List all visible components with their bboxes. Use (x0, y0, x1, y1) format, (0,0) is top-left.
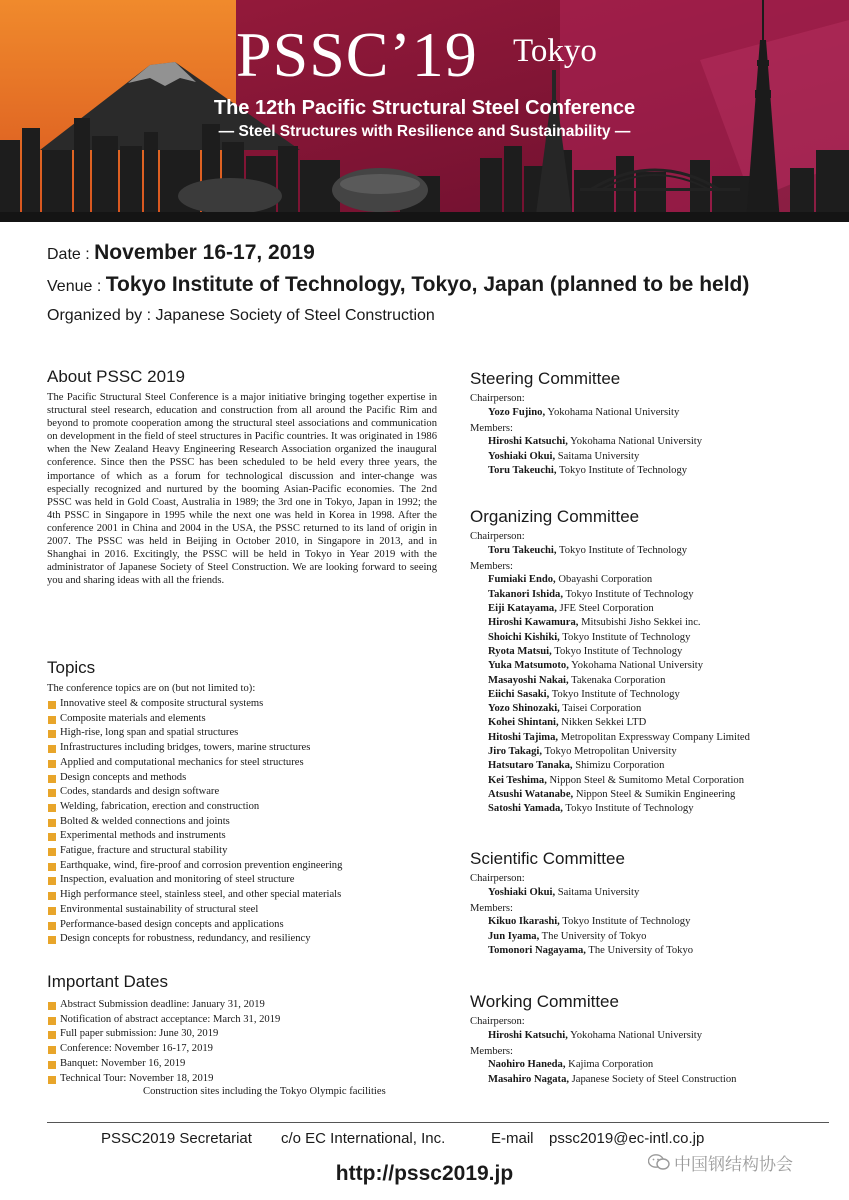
square-bullet-icon (48, 775, 56, 783)
secretariat-label: PSSC2019 Secretariat (101, 1130, 252, 1147)
topic-text: Applied and computational mechanics for steel structures (60, 756, 304, 768)
committee-member (470, 602, 830, 616)
member-name: Eiichi Sasaki, (488, 688, 550, 700)
about-text: The Pacific Structural Steel Conference is a major initiative bringing together expertise in structural steel research, education and construction from all around the Pacific Rim and beyond to promote cooperation among the structural steel associations and communication on development in the field of steel structures in Pacific countries. It was originated in 1986 when the New Zealand Heavy Engineering Research Association organized the inaugural conference. Since then the PSSC has been scheduled to be held every three years, the importance of which as a forum for technological discussion and inter-change was especially recognized and nurtured by the booming Asian-Pacific economies. The 2nd PSSC was held in Gold Coast, Australia in 1989; the 3rd one in Tokyo, Japan in 1992; the 4th PSSC in Singapore in 1995 while the next one was held in Korea in 1998. After the conference 2001 in China and 2004 in the USA, the PSSC returned to its land of origin in 2007. The PSSC was held in Beijing in October 2010, in Singapore in 2013, and in Shanghai in 2016. Excitingly, the PSSC will be held in Tokyo in Year 2019 with the administrator of Japanese Society of Steel Construction. We are looking forward to seeing you and sharing ideas with all the friends. (47, 392, 437, 587)
square-bullet-icon (48, 819, 56, 827)
topic-item (47, 771, 437, 786)
committee-member (470, 588, 830, 602)
member-name: Yozo Fujino, (488, 406, 546, 418)
topic-text: Design concepts and methods (60, 771, 187, 783)
steering-committee (470, 369, 830, 478)
member-affiliation: Tokyo Institute of Technology (551, 645, 683, 657)
member-affiliation: Saitama University (555, 886, 640, 898)
email-address[interactable]: pssc2019@ec-intl.co.jp (549, 1130, 705, 1147)
square-bullet-icon (48, 804, 56, 812)
date-item (47, 1027, 437, 1042)
topic-item (47, 815, 437, 830)
topic-item (47, 888, 437, 903)
topic-item (47, 932, 437, 947)
committee-member (470, 450, 830, 464)
member-affiliation: Taisei Corporation (559, 703, 642, 715)
member-name: Hiroshi Kawamura, (488, 617, 579, 629)
committee-member (470, 1058, 830, 1072)
members-label: Members: (470, 422, 513, 434)
member-affiliation: Tokyo Institute of Technology (549, 688, 680, 700)
committee-member (470, 464, 830, 478)
organizer-value: Japanese Society of Steel Construction (155, 307, 435, 324)
organizing-committee (470, 507, 830, 817)
committee-member (470, 544, 830, 558)
date-item (47, 1057, 437, 1072)
member-name: Yoshiaki Okui, (488, 450, 556, 462)
square-bullet-icon (48, 745, 56, 753)
square-bullet-icon (48, 1076, 56, 1084)
date-value: November 16-17, 2019 (94, 241, 315, 264)
members-label: Members: (470, 560, 513, 572)
website-url[interactable]: http://pssc2019.jp (335, 1162, 514, 1185)
committee-member (470, 802, 830, 816)
topics-section (47, 658, 437, 947)
date-text: Full paper submission: June 30, 2019 (60, 1028, 219, 1040)
committee-member (470, 944, 830, 958)
square-bullet-icon (48, 1002, 56, 1010)
member-affiliation: Yokohama National University (567, 1029, 703, 1041)
square-bullet-icon (48, 760, 56, 768)
member-affiliation: Kajima Corporation (565, 1059, 654, 1071)
square-bullet-icon (48, 730, 56, 738)
header-banner (0, 0, 849, 222)
committee-member (470, 716, 830, 730)
topic-text: Composite materials and elements (60, 712, 206, 724)
committee-member (470, 759, 830, 773)
square-bullet-icon (48, 1031, 56, 1039)
topics-list (47, 697, 437, 947)
member-name: Hiroshi Katsuchi, (488, 1029, 568, 1041)
topic-text: Experimental methods and instruments (60, 830, 226, 842)
member-name: Atsushi Watanabe, (488, 788, 574, 800)
member-name: Yozo Shinozaki, (488, 703, 560, 715)
member-name: Masahiro Nagata, (488, 1073, 570, 1085)
committee-member (470, 659, 830, 673)
member-affiliation: Yokohama National University (545, 406, 680, 418)
member-affiliation: Nippon Steel & Sumikin Engineering (573, 788, 736, 800)
member-affiliation: Tokyo Institute of Technology (556, 544, 688, 556)
topic-text: Bolted & welded connections and joints (60, 815, 230, 827)
topic-item (47, 800, 437, 815)
conference-theme: ― Steel Structures with Resilience and Sustainability ― (218, 123, 631, 140)
square-bullet-icon (48, 863, 56, 871)
member-name: Kei Teshima, (488, 774, 547, 786)
date-text: Banquet: November 16, 2019 (60, 1057, 186, 1069)
wechat-icon (648, 1153, 670, 1171)
date-item (47, 1013, 437, 1028)
watermark-text: 中国钢结构协会 (674, 1155, 793, 1175)
topic-text: High-rise, long span and spatial structures (60, 727, 239, 739)
member-name: Takanori Ishida, (488, 588, 563, 600)
square-bullet-icon (48, 922, 56, 930)
members-label: Members: (470, 1045, 513, 1057)
working-committee (470, 992, 830, 1087)
committee-heading: Working Committee (470, 992, 619, 1011)
topic-text: High performance steel, stainless steel, and other special materials (60, 889, 342, 901)
topic-item (47, 785, 437, 800)
scientific-committee (470, 849, 830, 958)
email-label: E-mail (491, 1130, 534, 1147)
committee-member (470, 731, 830, 745)
member-affiliation: Tokyo Metropolitan University (541, 746, 677, 758)
topics-heading: Topics (47, 658, 96, 677)
square-bullet-icon (48, 701, 56, 709)
square-bullet-icon (48, 716, 56, 724)
member-name: Hitoshi Tajima, (488, 731, 559, 743)
member-affiliation: Yokohama National University (568, 660, 704, 672)
topic-text: Fatigue, fracture and structural stability (60, 845, 228, 857)
date-text: Abstract Submission deadline: January 31, 2019 (60, 999, 265, 1010)
date-item (47, 1042, 437, 1057)
chairperson-label: Chairperson: (470, 393, 525, 404)
conference-subtitle: The 12th Pacific Structural Steel Conference (213, 97, 636, 119)
committee-member (470, 1029, 830, 1043)
topic-text: Codes, standards and design software (60, 786, 220, 798)
committee-member (470, 788, 830, 802)
member-affiliation: Tokyo Institute of Technology (562, 588, 694, 600)
square-bullet-icon (48, 877, 56, 885)
conference-city: Tokyo (513, 33, 597, 69)
chairperson-label: Chairperson: (470, 531, 525, 542)
square-bullet-icon (48, 907, 56, 915)
member-affiliation: The University of Tokyo (539, 930, 647, 942)
organizer-label: Organized by : (47, 307, 152, 324)
tour-note: Construction sites including the Tokyo Olympic facilities (143, 1086, 386, 1098)
committee-member (470, 616, 830, 630)
member-affiliation: Shimizu Corporation (572, 760, 665, 772)
member-name: Yuka Matsumoto, (488, 660, 569, 672)
member-name: Shoichi Kishiki, (488, 631, 560, 643)
member-name: Kikuo Ikarashi, (488, 916, 560, 928)
venue-value: Tokyo Institute of Technology, Tokyo, Japan (planned to be held) (105, 273, 750, 296)
member-affiliation: Yokohama National University (567, 436, 703, 448)
member-affiliation: Metropolitan Expressway Company Limited (558, 731, 750, 743)
topic-item (47, 903, 437, 918)
committee-member (470, 688, 830, 702)
member-affiliation: Tokyo Institute of Technology (559, 916, 691, 928)
organizer-line (47, 307, 435, 325)
secretariat-company: c/o EC International, Inc. (281, 1130, 446, 1147)
member-name: Masayoshi Nakai, (488, 674, 569, 686)
member-name: Toru Takeuchi, (488, 465, 557, 477)
topic-item (47, 859, 437, 874)
chairperson-label: Chairperson: (470, 873, 525, 884)
square-bullet-icon (48, 848, 56, 856)
member-affiliation: Japanese Society of Steel Construction (569, 1073, 737, 1085)
date-text: Technical Tour: November 18, 2019 (60, 1072, 214, 1084)
committee-member (470, 674, 830, 688)
committee-member (470, 631, 830, 645)
chairperson-label: Chairperson: (470, 1016, 525, 1027)
member-affiliation: Tokyo Institute of Technology (556, 465, 688, 477)
member-name: Toru Takeuchi, (488, 544, 557, 556)
committee-heading: Scientific Committee (470, 849, 625, 868)
topic-text: Infrastructures including bridges, towers, marine structures (60, 742, 311, 754)
member-affiliation: Mitsubishi Jisho Sekkei inc. (578, 617, 701, 629)
venue-label: Venue : (47, 278, 102, 295)
member-affiliation: JFE Steel Corporation (556, 603, 654, 615)
member-name: Hiroshi Katsuchi, (488, 436, 568, 448)
member-affiliation: Obayashi Corporation (555, 574, 653, 586)
square-bullet-icon (48, 833, 56, 841)
dates-heading: Important Dates (47, 972, 168, 991)
date-text: Conference: November 16-17, 2019 (60, 1043, 213, 1055)
members-label: Members: (470, 902, 513, 914)
venue-line (47, 273, 749, 297)
member-name: Naohiro Haneda, (488, 1059, 566, 1071)
committee-member (470, 774, 830, 788)
topic-item (47, 741, 437, 756)
committee-member (470, 886, 830, 900)
topic-item (47, 918, 437, 933)
topic-item (47, 756, 437, 771)
member-affiliation: Takenaka Corporation (568, 674, 666, 686)
topic-text: Earthquake, wind, fire-proof and corrosion prevention engineering (60, 859, 343, 871)
square-bullet-icon (48, 1017, 56, 1025)
committee-member (470, 645, 830, 659)
member-affiliation: Tokyo Institute of Technology (559, 631, 691, 643)
square-bullet-icon (48, 1046, 56, 1054)
committee-member (470, 702, 830, 716)
topic-item (47, 844, 437, 859)
member-name: Jiro Takagi, (488, 746, 542, 758)
topic-item (47, 712, 437, 727)
topics-intro: The conference topics are on (but not limited to): (47, 683, 256, 694)
committee-member (470, 745, 830, 759)
member-affiliation: Tokyo Institute of Technology (562, 803, 694, 815)
date-line (47, 241, 315, 265)
member-affiliation: Nikken Sekkei LTD (558, 717, 647, 729)
date-item (47, 1072, 437, 1087)
dates-list (47, 998, 437, 1086)
member-name: Eiji Katayama, (488, 603, 557, 615)
committee-member (470, 435, 830, 449)
member-name: Jun Iyama, (488, 930, 540, 942)
member-name: Kohei Shintani, (488, 717, 559, 729)
member-name: Satoshi Yamada, (488, 803, 563, 815)
topic-text: Performance-based design concepts and applications (60, 918, 284, 930)
date-label: Date : (47, 246, 90, 263)
member-name: Ryota Matsui, (488, 645, 552, 657)
committee-member (470, 573, 830, 587)
topic-text: Innovative steel & composite structural systems (60, 698, 264, 709)
dates-section (47, 972, 437, 1098)
committee-member (470, 1073, 830, 1087)
topic-text: Environmental sustainability of structural steel (60, 903, 259, 915)
date-text: Notification of abstract acceptance: March 31, 2019 (60, 1013, 281, 1025)
committee-heading: Steering Committee (470, 369, 621, 388)
committee-member (470, 930, 830, 944)
committee-member (470, 406, 830, 420)
member-name: Tomonori Nagayama, (488, 945, 586, 957)
committee-member (470, 915, 830, 929)
date-item (47, 998, 437, 1013)
topic-item (47, 726, 437, 741)
member-name: Yoshiaki Okui, (488, 886, 556, 898)
topic-item (47, 697, 437, 712)
member-name: Hatsutaro Tanaka, (488, 760, 573, 772)
member-affiliation: Nippon Steel & Sumitomo Metal Corporation (546, 774, 745, 786)
member-name: Fumiaki Endo, (488, 574, 556, 586)
committee-heading: Organizing Committee (470, 507, 640, 526)
topic-item (47, 873, 437, 888)
conference-logo-title: PSSC’19 (236, 19, 478, 90)
member-affiliation: The University of Tokyo (585, 945, 694, 957)
square-bullet-icon (48, 936, 56, 944)
topic-item (47, 829, 437, 844)
square-bullet-icon (48, 1061, 56, 1069)
about-heading: About PSSC 2019 (47, 367, 185, 386)
square-bullet-icon (48, 789, 56, 797)
topic-text: Inspection, evaluation and monitoring of steel structure (60, 874, 295, 886)
member-affiliation: Saitama University (555, 450, 640, 462)
footer-divider (47, 1122, 829, 1123)
topic-text: Design concepts for robustness, redundancy, and resiliency (60, 933, 311, 945)
about-section (47, 367, 437, 587)
topic-text: Welding, fabrication, erection and construction (60, 800, 260, 812)
square-bullet-icon (48, 892, 56, 900)
